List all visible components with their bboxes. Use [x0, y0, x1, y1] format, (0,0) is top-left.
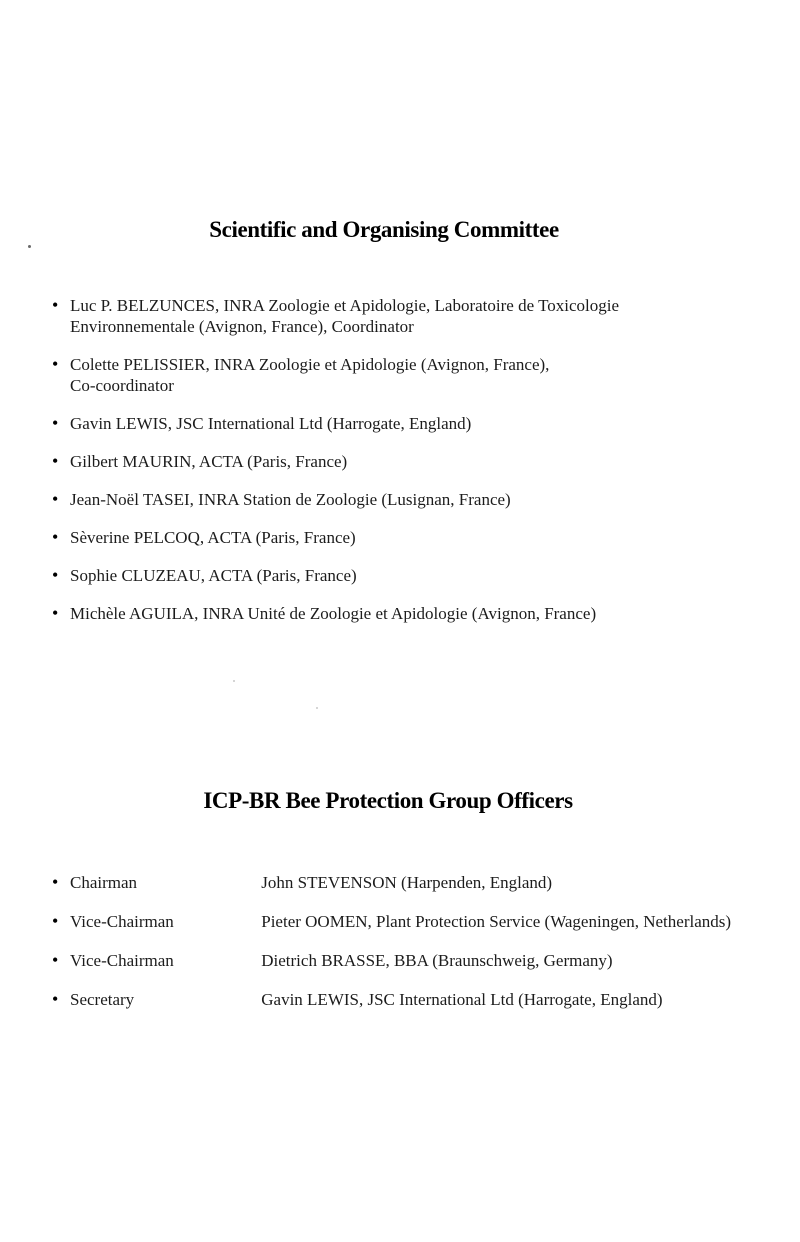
list-item — [52, 413, 752, 434]
officer-person: Dietrich BRASSE, BBA (Braunschweig, Germany) — [261, 951, 613, 970]
officers-heading: ICP-BR Bee Protection Group Officers — [203, 788, 573, 813]
officer-row — [52, 872, 772, 893]
scan-speck — [316, 707, 318, 709]
scan-speck — [28, 245, 31, 248]
member-text: Sophie CLUZEAU, ACTA (Paris, France) — [70, 566, 357, 585]
bullet-icon: • — [52, 451, 59, 471]
bullet-icon: • — [52, 565, 59, 585]
bullet-icon: • — [52, 527, 59, 547]
bullet-icon: • — [52, 911, 59, 931]
bullet-icon: • — [52, 354, 59, 374]
list-item — [52, 565, 752, 586]
officer-row — [52, 989, 772, 1010]
bullet-icon: • — [52, 872, 59, 892]
list-item — [52, 354, 752, 396]
officer-role: Vice-Chairman — [70, 951, 174, 970]
list-item — [52, 527, 752, 548]
officer-person: Gavin LEWIS, JSC International Ltd (Harrogate, England) — [261, 990, 663, 1009]
officers-list — [52, 872, 772, 1028]
officer-person: Pieter OOMEN, Plant Protection Service (Wageningen, Netherlands) — [261, 912, 732, 931]
officer-row — [52, 950, 772, 971]
list-item — [52, 451, 752, 472]
list-item — [52, 295, 752, 337]
officer-row — [52, 911, 772, 932]
member-text: Luc P. BELZUNCES, INRA Zoologie et Apidologie, Laboratoire de Toxicologie Environnementale (Avignon, France), Coordinator — [70, 296, 620, 336]
list-item — [52, 603, 752, 624]
member-text: Colette PELISSIER, INRA Zoologie et Apidologie (Avignon, France), Co-coordinator — [70, 355, 550, 395]
member-text: Gilbert MAURIN, ACTA (Paris, France) — [70, 452, 348, 471]
bullet-icon: • — [52, 950, 59, 970]
bullet-icon: • — [52, 489, 59, 509]
bullet-icon: • — [52, 603, 59, 623]
bullet-icon: • — [52, 989, 59, 1009]
officer-role: Chairman — [70, 873, 138, 892]
member-text: Gavin LEWIS, JSC International Ltd (Harrogate, England) — [70, 414, 472, 433]
officer-person: John STEVENSON (Harpenden, England) — [261, 873, 553, 892]
scan-speck — [233, 680, 235, 682]
member-text: Michèle AGUILA, INRA Unité de Zoologie et Apidologie (Avignon, France) — [70, 604, 597, 623]
bullet-icon: • — [52, 413, 59, 433]
committee-member-list — [52, 295, 752, 641]
bullet-icon: • — [52, 295, 59, 315]
committee-heading: Scientific and Organising Committee — [209, 217, 559, 242]
officer-role: Vice-Chairman — [70, 912, 174, 931]
member-text: Jean-Noël TASEI, INRA Station de Zoologie (Lusignan, France) — [70, 490, 511, 509]
list-item — [52, 489, 752, 510]
member-text: Sèverine PELCOQ, ACTA (Paris, France) — [70, 528, 356, 547]
officer-role: Secretary — [70, 990, 135, 1009]
